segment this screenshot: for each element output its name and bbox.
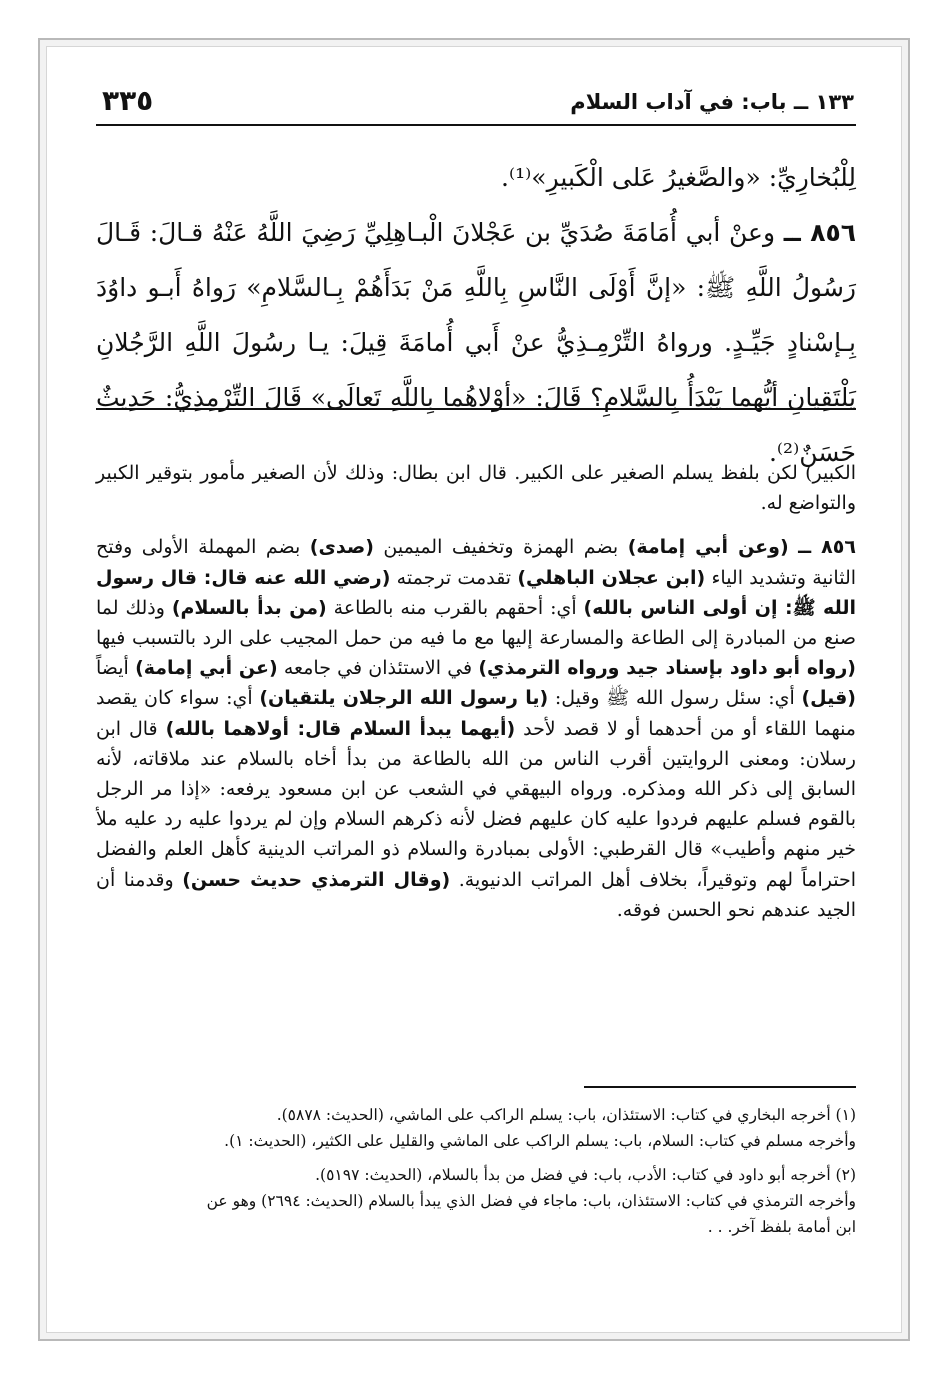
text-run: أيضاً	[96, 657, 136, 680]
text-run: في الاستئذان في جامعه	[277, 657, 479, 680]
page-number: ٣٣٥	[102, 84, 154, 117]
bold-phrase: (أيهما يبدأ السلام قال: أولاهما بالله)	[165, 717, 516, 740]
book-page	[96, 80, 856, 1320]
commentary-paragraph-2	[96, 532, 856, 925]
text-run: أي: سواء كان يقصد منهما اللقاء أو من أحدهما أو لا قصد لأحد	[96, 687, 856, 740]
text-run: أي: سئل رسول الله ﷺ وقيل:	[548, 687, 802, 710]
commentary-paragraph-1: الكبير) لكن بلفظ يسلم الصغير على الكبير. قال ابن بطال: وذلك لأن الصغير مأمور بتوقير الكبير والتواضع له.	[96, 462, 856, 515]
text-run: بضم الهمزة وتخفيف الميمين	[373, 536, 628, 559]
bold-phrase: (صدى)	[309, 536, 374, 559]
text-run: تقدمت ترجمته	[390, 566, 518, 589]
footnote-2: (٢) أخرجه أبو داود في كتاب: الأدب، باب: في فضل من بدأ بالسلام، (الحديث: ٥١٩٧).	[315, 1166, 856, 1184]
bold-phrase: (رضي الله عنه قال: قال رسول الله ﷺ: إن أولى الناس بالله)	[96, 566, 856, 619]
commentary-number: ٨٥٦ ــ	[798, 536, 856, 559]
footnote-2-cont: وأخرجه الترمذي في كتاب: الاستئذان، باب: ماجاء في فضل الذي يبدأ بالسلام (الحديث: ٢٦٩٤) وهو عن	[206, 1192, 856, 1210]
bold-phrase: (من بدأ بالسلام)	[171, 596, 327, 619]
text-run: وذلك لما صنع من المبادرة إلى الطاعة والمسارعة إليها مع ما فيه من حمل المجيب على الرد بالتسبب فيها	[96, 596, 856, 650]
footnotes	[96, 1102, 856, 1240]
text-run: وقدمنا أن الجيد عندهم نحو الحسن فوقه.	[96, 868, 856, 921]
footnote-1-cont: وأخرجه مسلم في كتاب: السلام، باب: يسلم الراكب على الماشي والقليل على الكثير، (الحديث: ١).	[224, 1132, 856, 1150]
text-run: بضم المهملة الأولى وفتح الثانية وتشديد الياء	[96, 536, 857, 589]
running-header	[96, 80, 856, 124]
commentary	[96, 458, 856, 925]
bold-phrase: (ابن عجلان الباهلي)	[517, 566, 706, 589]
text-run: أي: أحقهم بالقرب منه بالطاعة	[326, 596, 584, 619]
bold-phrase: (يا رسول الله الرجلان يلتقيان)	[259, 687, 549, 710]
footnote-rule	[584, 1086, 856, 1088]
bold-phrase: (وقال الترمذي حديث حسن)	[182, 868, 451, 891]
chapter-title: ١٣٣ ــ باب: في آداب السلام	[570, 90, 854, 114]
bold-phrase: (وعن أبي إمامة)	[627, 536, 789, 559]
text-run: قال ابن رسلان: ومعنى الروايتين أقرب الناس من الله بالطاعة من بدأ أخاه بالسلام عند ملاقاته، لأنه السابق إلى ذكر الله ومذكره. ورواه البيهقي في الشعب عن ابن مسعود يرفعه: «إذا مر الرجل بالقوم فسلم عليهم فردوا عليه كان عليهم فضل لأنه ذكرهم السلام وإن لم يردوا عليه رد عليه ملأ خير منهم وأطيب» قال القرطبي: الأولى بمبادرة والسلام ذو المراتب الدينية كأهل العلم والفضل احتراماً لهم وتوقيراً، بخلاف أهل المراتب الدنيوية.	[96, 717, 856, 891]
header-rule	[96, 124, 856, 126]
bold-phrase: (رواه أبو داود بإسناد جيد ورواه الترمذي)	[478, 657, 856, 680]
bold-phrase: (قيل)	[801, 687, 856, 710]
hadith-text: وعنْ أبي أُمَامَةَ صُدَيِّ بن عَجْلانَ الْبـاهِلِيِّ رَضِيَ اللَّهُ عَنْهُ قـالَ: قَـالَ رَسُولُ اللَّهِ ﷺ: «إنَّ أَوْلَى النَّاسِ بِاللَّهِ مَنْ بَدَأَهُمْ بِـالسَّلامِ» رَواهُ أَبـو داوُدَ بِـإسْنادٍ جَيِّـدٍ. ورواهُ التِّرْمِـذِيُّ عنْ أَبي أُمامَةَ قِيلَ: يـا رسُولَ اللَّهِ الرَّجُلانِ يَلْتَقِيانِ أيُّهما يَبْدَأُ بِالسَّلامِ؟ قَالَ: «أوْلاهُما بِاللَّهِ تَعالَى» قَالَ التِّرْمِذِيُّ: حَدِيثٌ حَسَنٌ⁽²⁾.	[96, 218, 856, 467]
footnote-2-end: ابن أمامة بلفظ آخر. . .	[707, 1218, 856, 1236]
footnote-1: (١) أخرجه البخاري في كتاب: الاستئذان، باب: يسلم الراكب على الماشي، (الحديث: ٥٨٧٨).	[276, 1106, 856, 1124]
matn-line-1: لِلْبُخارِيِّ: «والصَّغيرُ عَلى الْكَبيرِ»⁽¹⁾.	[501, 163, 856, 192]
hadith-856	[96, 205, 856, 480]
main-text	[96, 150, 856, 480]
bold-phrase: (عن أبي إمامة)	[135, 657, 278, 680]
separator-rule	[96, 408, 856, 410]
hadith-number: ٨٥٦ ــ	[783, 218, 856, 247]
